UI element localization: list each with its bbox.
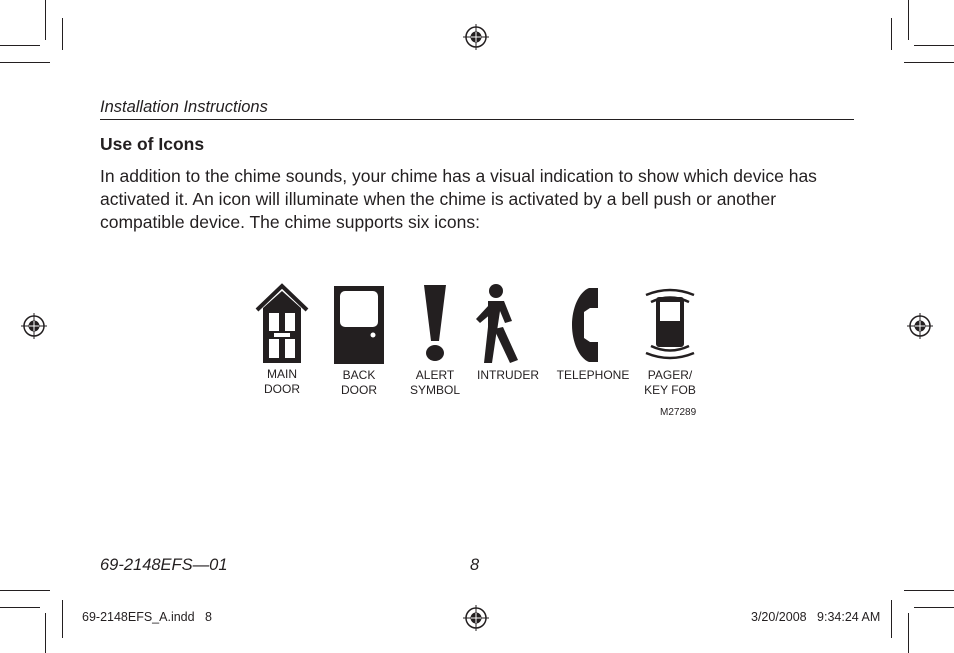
intruder-icon (472, 283, 532, 365)
icon-label-pager-key-fob: PAGER/ KEY FOB (644, 368, 696, 397)
registration-mark-top-icon (462, 23, 490, 51)
alert-symbol-icon (420, 285, 450, 363)
back-door-icon (333, 285, 385, 365)
registration-mark-right-icon (906, 312, 934, 340)
document-number: 69-2148EFS—01 (100, 556, 228, 574)
slug-datetime: 3/20/2008 9:34:24 AM (751, 610, 881, 624)
pager-key-fob-icon (640, 285, 700, 363)
figure-code: M27289 (660, 407, 697, 418)
slug-file-name: 69-2148EFS_A.indd 8 (82, 610, 212, 624)
icon-label-back-door: BACK DOOR (341, 368, 377, 397)
page-number: 8 (470, 556, 480, 574)
registration-mark-left-icon (20, 312, 48, 340)
running-header: Installation Instructions (100, 98, 268, 116)
telephone-icon (568, 286, 604, 364)
icon-label-telephone: TELEPHONE (556, 368, 630, 382)
icon-label-alert-symbol: ALERT SYMBOL (409, 368, 460, 397)
main-door-icon (254, 283, 310, 365)
icon-label-intruder: INTRUDER (477, 368, 539, 382)
registration-mark-bottom-icon (462, 604, 490, 632)
section-title: Use of Icons (100, 134, 205, 154)
icon-label-main-door: MAIN DOOR (264, 367, 300, 396)
body-paragraph: In addition to the chime sounds, your chime has a visual indication to show which device has activated it. An icon will illuminate when the chime is activated by a bell push or another compatible device. The chime supports six icons: (100, 166, 817, 232)
header-rule (100, 119, 854, 120)
